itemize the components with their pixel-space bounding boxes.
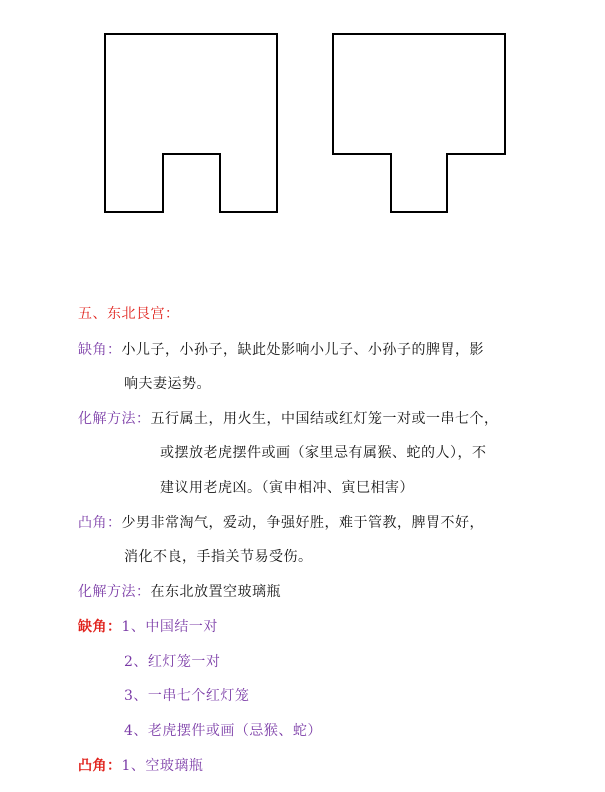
summary-missing-row xyxy=(78,617,218,637)
remedy1-text-3: 建议用老虎凶。（寅申相冲、寅巳相害） xyxy=(160,480,414,496)
protruding-corner-row xyxy=(78,513,484,533)
remedy1-text-2: 或摆放老虎摆件或画（家里忌有属猴、蛇的人），不 xyxy=(160,445,487,461)
summary-protruding-item-1: 1、空玻璃瓶 xyxy=(121,758,204,774)
summary-missing-item-2: 2、红灯笼一对 xyxy=(124,654,221,670)
protruding-corner-text-1: 少男非常淘气，爱动，争强好胜，难于管教，脾胃不好， xyxy=(121,515,484,531)
remedy2-label: 化解方法： xyxy=(78,584,151,600)
remedy1-row xyxy=(78,409,499,429)
missing-corner-text-1: 小儿子，小孙子，缺此处影响小儿子、小孙子的脾胃，影 xyxy=(121,342,484,358)
summary-protruding-row xyxy=(78,756,203,776)
missing-corner-row xyxy=(78,340,484,360)
summary-missing-item-4: 4、老虎摆件或画（忌猴、蛇） xyxy=(124,723,322,739)
missing-corner-text-2: 响夫妻运势。 xyxy=(124,376,211,392)
missing-corner-diagram xyxy=(105,34,277,212)
summary-missing-label: 缺角： xyxy=(78,619,122,635)
remedy1-text-1: 五行属土，用火生，中国结或红灯笼一对或一串七个， xyxy=(150,411,499,427)
remedy2-text: 在东北放置空玻璃瓶 xyxy=(150,584,281,600)
summary-protruding-label: 凸角： xyxy=(78,758,122,774)
remedy1-label: 化解方法： xyxy=(78,411,151,427)
missing-corner-label: 缺角： xyxy=(78,342,122,358)
protruding-corner-text-2: 消化不良，手指关节易受伤。 xyxy=(124,549,313,565)
summary-missing-item-3: 3、一串七个红灯笼 xyxy=(124,688,250,704)
protruding-corner-diagram xyxy=(333,34,505,212)
summary-missing-item-1: 1、中国结一对 xyxy=(121,619,218,635)
remedy2-row xyxy=(78,582,281,602)
protruding-corner-label: 凸角： xyxy=(78,515,122,531)
section-title: 五、东北艮宫： xyxy=(78,306,180,322)
floorplan-diagrams xyxy=(0,0,605,260)
